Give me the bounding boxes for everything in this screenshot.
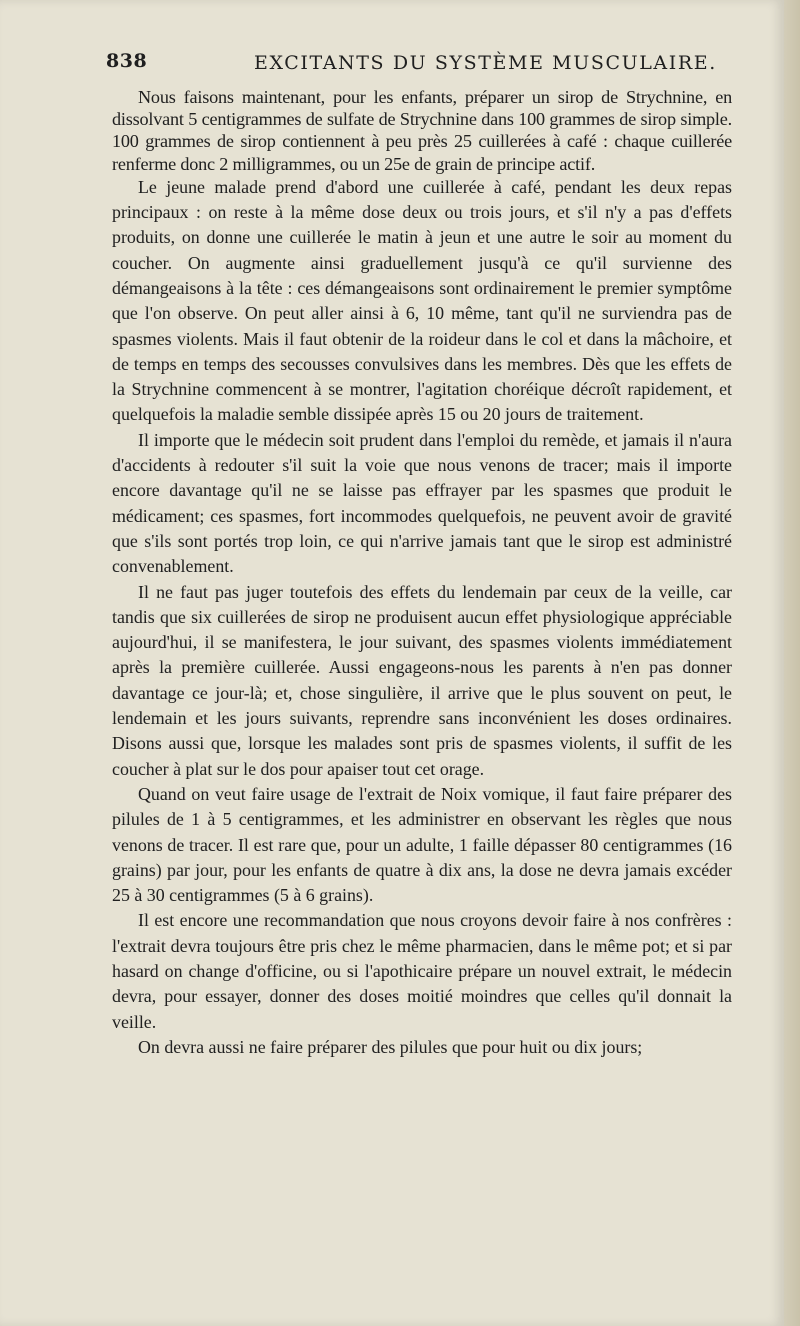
paragraph-strychnine-syrup: Nous faisons maintenant, pour les enfants, préparer un sirop de Strychnine, en dissolvant 5 centigrammes de sulfate de Strychnine dans 100 grammes de sirop simple. 100 grammes de sirop contiennent à peu près 25 cuillerées à café : chaque cuillerée renferme donc 2 milligrammes, ou un 25e de grain de principe actif. — [112, 87, 732, 174]
page-number: 838 — [106, 50, 148, 72]
paragraph-dosage-progression: Le jeune malade prend d'abord une cuillerée à café, pendant les deux repas principaux : on reste à la même dose deux ou trois jours, et s'il n'y a pas d'effets produits, on donne une cuillerée le matin à jeun et une autre le soir au moment du coucher. On augmente ainsi graduellement jusqu'à ce qu'il survienne des démangeaisons à la tête : ces démangeaisons sont ordinairement le premier symptôme que l'on observe. On peut aller ainsi à 6, 10 même, tant qu'il ne surviendra pas de spasmes violents. Mais il faut obtenir de la roideur dans le col et dans la mâchoire, et de temps en temps des secousses convulsives dans les membres. Dès que les effets de la Strychnine commencent à se montrer, l'agitation choréique décroît rapidement, et quelquefois la maladie semble dissipée après 15 ou 20 jours de traitement. — [112, 176, 732, 425]
page-edge — [784, 0, 800, 1326]
paragraph-pharmacist-recommendation: Il est encore une recommandation que nous croyons devoir faire à nos confrères : l'extrait devra toujours être pris chez le même pharmacien, dans le même pot; et si par hasard on change d'officine, ou si l'apothicaire prépare un nouvel extrait, le médecin devra, pour essayer, donner des doses moitié moindres que celles qu'il donnait la veille. — [112, 910, 732, 1032]
paragraph-physician-prudence: Il importe que le médecin soit prudent dans l'emploi du remède, et jamais il n'aura d'accidents à redouter s'il suit la voie que nous venons de tracer; mais il importe encore davantage qu'il ne se laisse pas effrayer par les spasmes que produit le médicament; ces spasmes, fort incommodes quelquefois, ne peuvent avoir de gravité que s'ils sont portés trop loin, ce qui n'arrive jamais tant que le sirop est administré convenablement. — [112, 429, 732, 577]
paragraph-pill-preparation: On devra aussi ne faire préparer des pilules que pour huit ou dix jours; — [138, 1036, 643, 1057]
paragraph-next-day-effects: Il ne faut pas juger toutefois des effets du lendemain par ceux de la veille, car tandis que six cuillerées de sirop ne produisent aucun effet physiologique appréciable aujourd'hui, il se manifestera, le jour suivant, des spasmes violents immédiatement après la première cuillerée. Aussi engageons-nous les parents à n'en pas donner davantage ce jour-là; et, chose singulière, il arrive que le plus souvent on peut, le lendemain et les jours suivants, reprendre sans inconvénient les doses ordinaires. Disons aussi que, lorsque les malades sont pris de spasmes violents, il suffit de les coucher à plat sur le dos pour apaiser tout cet orage. — [112, 581, 732, 779]
page-header — [106, 46, 726, 82]
body-text — [112, 86, 732, 1060]
running-title: EXCITANTS DU SYSTÈME MUSCULAIRE. — [254, 52, 717, 74]
paragraph-nux-vomica-pills: Quand on veut faire usage de l'extrait de Noix vomique, il faut faire préparer des pilules de 1 à 5 centigrammes, et les administrer en observant les règles que nous venons de tracer. Il est rare que, pour un adulte, 1 faille dépasser 80 centigrammes (16 grains) par jour, pour les enfants de quatre à dix ans, la dose ne devra jamais excéder 25 à 30 centigrammes (5 à 6 grains). — [112, 783, 732, 906]
